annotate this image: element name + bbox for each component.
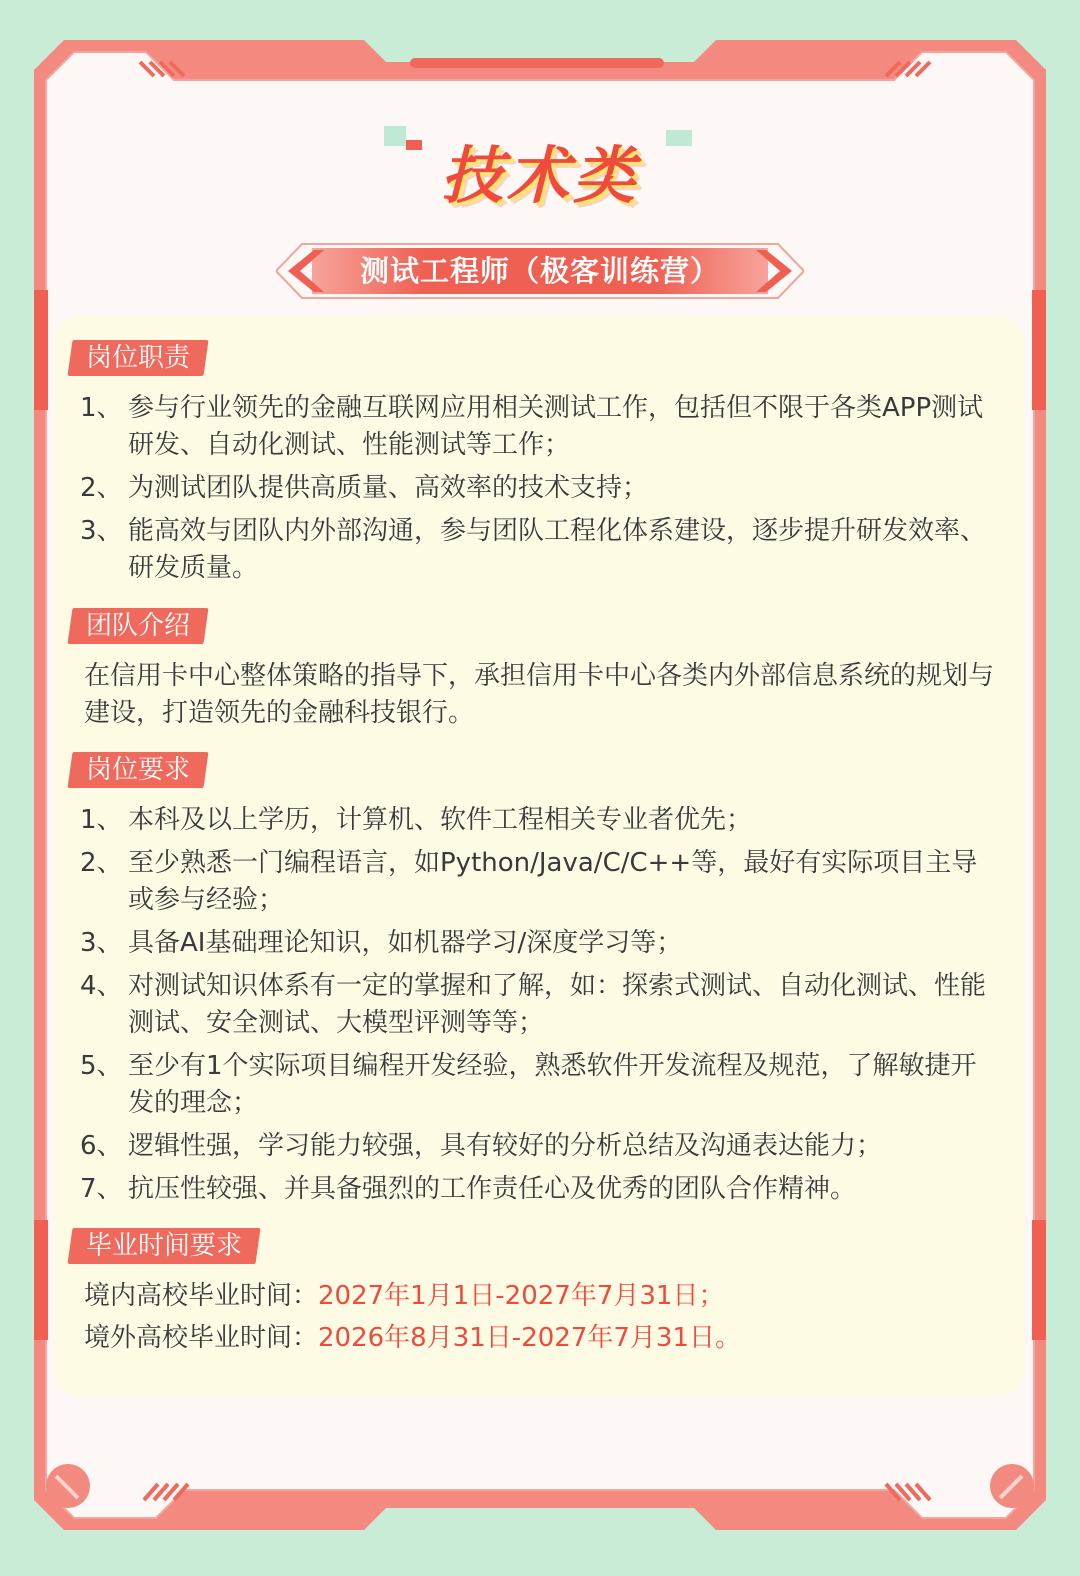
team-description: 在信用卡中心整体策略的指导下，承担信用卡中心各类内外部信息系统的规划与建设，打造领先的金融科技银行。 — [84, 661, 995, 728]
list-item: 3、 能高效与团队内外部沟通，参与团队工程化体系建设，逐步提升研发效率、研发质量。 — [80, 516, 987, 583]
section-label-duties: 岗位职责 — [67, 340, 208, 376]
list-item: 6、 逻辑性强，学习能力较强，具有较好的分析总结及沟通表达能力； — [80, 1131, 883, 1161]
graduation-overseas-label: 境外高校毕业时间： — [84, 1323, 319, 1353]
section-label-requirements: 岗位要求 — [67, 752, 208, 788]
list-item: 1、 本科及以上学历，计算机、软件工程相关专业者优先； — [80, 805, 753, 835]
list-item: 7、 抗压性较强、并具备强烈的工作责任心及优秀的团队合作精神。 — [80, 1174, 857, 1204]
graduation-domestic-value: 2027年1月1日-2027年7月31日； — [318, 1281, 725, 1311]
section-label-team: 团队介绍 — [67, 608, 208, 644]
list-item: 5、 至少有1个实际项目编程开发经验，熟悉软件开发流程及规范，了解敏捷开发的理念； — [80, 1051, 977, 1118]
job-title-banner — [276, 242, 804, 300]
page-title: 技术类 — [440, 139, 639, 212]
list-item: 3、 具备AI基础理论知识，如机器学习/深度学习等； — [80, 928, 683, 958]
graduation-domestic-label: 境内高校毕业时间： — [84, 1281, 319, 1311]
graduation-overseas — [84, 1318, 1000, 1358]
list-item: 2、 至少熟悉一门编程语言，如Python/Java/C/C++等，最好有实际项目主导或参与经验； — [80, 848, 978, 915]
section-label-graduation: 毕业时间要求 — [67, 1228, 260, 1264]
list-item: 2、 为测试团队提供高质量、高效率的技术支持； — [80, 473, 649, 503]
graduation-domestic — [84, 1276, 1000, 1316]
job-title: 测试工程师（极客训练营） — [359, 254, 720, 288]
graduation-overseas-value: 2026年8月31日-2027年7月31日。 — [318, 1323, 741, 1353]
duties-list — [80, 390, 1000, 593]
list-item: 1、 参与行业领先的金融互联网应用相关测试工作，包括但不限于各类APP测试研发、自动化测试、性能测试等工作； — [80, 393, 984, 460]
list-item: 4、 对测试知识体系有一定的掌握和了解，如：探索式测试、自动化测试、性能测试、安全测试、大模型评测等等； — [80, 971, 987, 1038]
requirements-list — [80, 802, 1000, 1214]
